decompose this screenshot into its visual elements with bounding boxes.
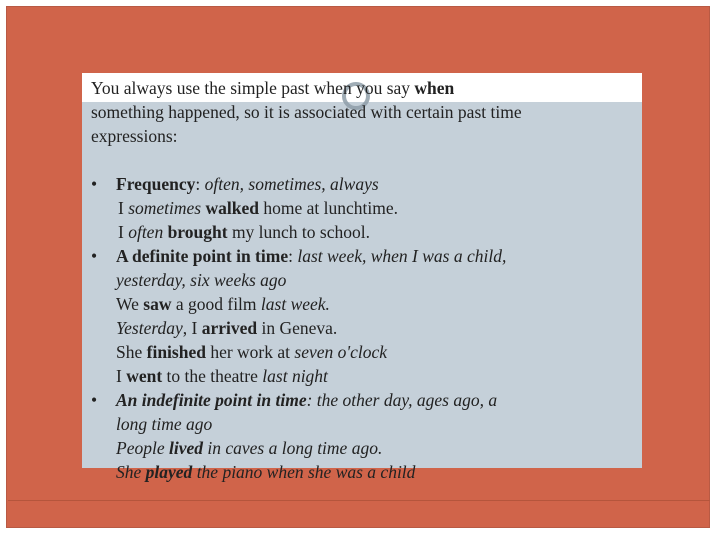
example-line: [91, 364, 643, 388]
example-time: often: [128, 222, 164, 242]
example-text: her work at: [205, 342, 295, 362]
bullet-keywords-cont: [91, 268, 643, 292]
example-text: People: [116, 438, 169, 458]
slide-footer-band: [8, 500, 710, 526]
example-text: She: [116, 462, 146, 482]
example-text: a good film: [171, 294, 261, 314]
bullet-keywords: last week, when I was a child,: [297, 246, 507, 266]
example-verb: brought: [167, 222, 228, 242]
intro-text: You always use the simple past when you say: [91, 78, 415, 98]
bullet-marker: •: [91, 246, 98, 266]
bullet-keywords-cont: [91, 412, 643, 436]
example-line: [91, 436, 643, 460]
example-line: [91, 340, 643, 364]
example-time: sometimes: [128, 198, 202, 218]
bullet-keywords: long time ago: [116, 414, 213, 434]
example-text: , I: [182, 318, 202, 338]
example-time: seven o'clock: [294, 342, 388, 362]
example-line: [91, 460, 643, 484]
bullet-heading: A definite point in time: [116, 246, 289, 266]
example-text: in caves a long time ago.: [202, 438, 383, 458]
bullet-frequency: [91, 172, 643, 196]
example-verb: walked: [205, 198, 259, 218]
example-text: I: [118, 222, 129, 242]
bullet-marker: •: [91, 174, 98, 194]
bullet-marker: •: [91, 390, 98, 410]
example-line: [91, 292, 643, 316]
intro-keyword: when: [414, 78, 455, 98]
bullet-heading: An indefinite point in time: [116, 390, 307, 410]
example-line: [91, 316, 643, 340]
example-text: I: [118, 198, 129, 218]
bullet-definite-point: [91, 244, 643, 268]
example-time: last week.: [260, 294, 330, 314]
example-text: in Geneva.: [257, 318, 338, 338]
bullet-keywords: : the other day, ages ago, a: [306, 390, 498, 410]
separator: :: [288, 246, 298, 266]
example-text: the piano when she was a child: [192, 462, 416, 482]
example-text: I: [116, 366, 127, 386]
example-verb: lived: [168, 438, 203, 458]
bullet-indefinite-point: [91, 388, 643, 412]
intro-text-line3: expressions:: [91, 126, 178, 146]
example-verb: arrived: [201, 318, 258, 338]
example-time: last night: [262, 366, 328, 386]
example-line: [91, 220, 643, 244]
bullet-keywords: yesterday, six weeks ago: [116, 270, 287, 290]
example-text: to the theatre: [162, 366, 263, 386]
slide-text: [91, 76, 643, 484]
example-time: Yesterday: [116, 318, 183, 338]
example-text: We: [116, 294, 144, 314]
example-text: home at lunchtime.: [258, 198, 398, 218]
example-line: [91, 196, 643, 220]
intro-paragraph: [91, 76, 643, 148]
separator: :: [195, 174, 205, 194]
example-verb: played: [145, 462, 193, 482]
example-text: my lunch to school.: [227, 222, 370, 242]
example-verb: saw: [143, 294, 172, 314]
bullet-keywords: often, sometimes, always: [204, 174, 379, 194]
bullet-heading: Frequency: [116, 174, 196, 194]
example-verb: finished: [146, 342, 206, 362]
example-verb: went: [126, 366, 163, 386]
example-text: She: [116, 342, 147, 362]
intro-text-line2: something happened, so it is associated with certain past time: [91, 102, 522, 122]
